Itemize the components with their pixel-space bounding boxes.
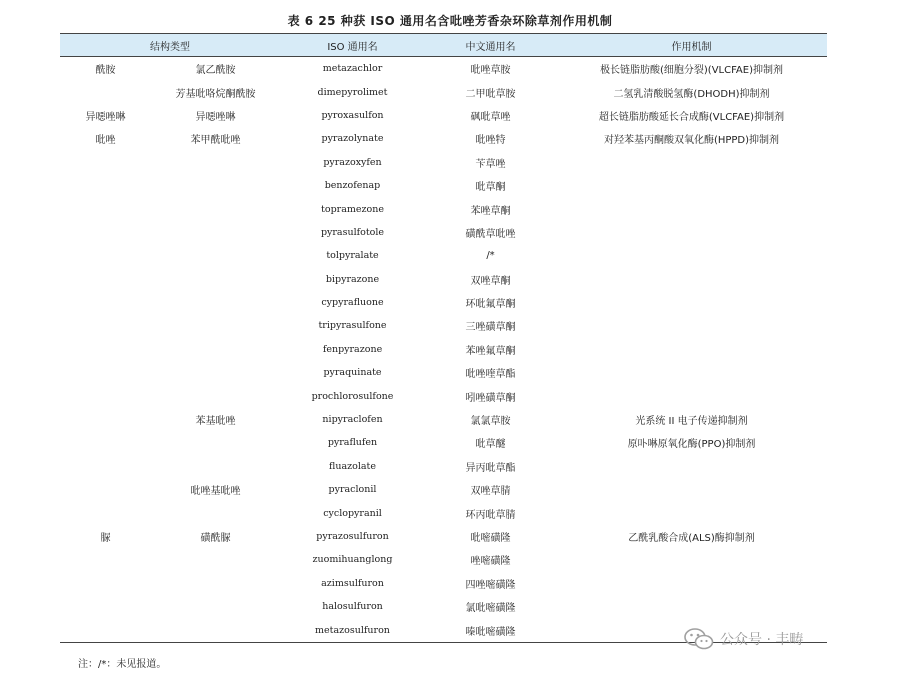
table-row [60,572,827,595]
structure-subclass-cell [151,314,280,337]
table-row [60,104,827,127]
structure-subclass-cell [151,221,280,244]
iso-name-cell: cyclopyranil [323,507,382,519]
table-row [60,268,827,291]
cn-name-cell: 吡唑特 [475,135,506,147]
iso-name-cell: fluazolate [329,460,376,472]
structure-subclass-cell: 磺酰脲 [200,533,231,544]
structure-subclass-cell [151,548,280,571]
structure-class-cell [60,338,151,361]
structure-class-cell [60,501,151,524]
iso-name-cell: cypyrafluone [321,297,384,309]
moa-cell [556,361,827,384]
structure-subclass-cell [151,338,280,361]
iso-name-cell: pyroxasulfon [321,109,384,121]
iso-name-cell: topramezone [321,203,384,215]
iso-name-cell: bipyrazone [325,273,380,285]
structure-class-cell [60,618,151,642]
structure-class-cell [60,431,151,454]
structure-class-cell: 酰胺 [95,65,116,77]
table-row [60,384,827,407]
cn-name-cell: 二甲吡草胺 [465,88,516,100]
moa-cell [556,455,827,478]
moa-cell [556,151,827,174]
iso-name-cell: pyraclonil [328,484,377,496]
cn-name-cell: 磺酰草吡唑 [465,228,516,240]
watermark-text: 公众号 · 丰畴 [720,632,804,648]
structure-subclass-cell [151,595,280,618]
structure-class-cell [60,548,151,571]
cn-name-cell: 双唑草酮 [470,275,511,287]
table-row [60,478,827,501]
iso-name-cell: metazachlor [322,63,383,75]
structure-class-cell [60,244,151,267]
cn-name-cell: 双唑草腈 [470,486,511,498]
header-moa: 作用机制 [556,34,827,57]
herbicide-table [60,33,827,643]
structure-class-cell [60,455,151,478]
structure-class-cell [60,80,151,103]
structure-subclass-cell: 氯乙酰胺 [195,65,236,77]
structure-subclass-cell: 芳基吡咯烷酮酰胺 [175,88,256,100]
table-row [60,174,827,197]
moa-cell [556,595,827,618]
moa-cell: 乙酰乳酸合成(ALS)酶抑制剂 [628,533,755,544]
iso-name-cell: zuomihuanglong [312,554,393,566]
cn-name-cell: 三唑磺草酮 [465,322,516,334]
iso-name-cell: prochlorosulfone [311,390,394,402]
cn-name-cell: /* [486,250,495,262]
moa-cell [556,291,827,314]
moa-cell [556,314,827,337]
table-note: 注：/*：未见报道。 [78,659,167,670]
wechat-icon [684,628,714,650]
moa-cell: 对羟苯基丙酮酸双氧化酶(HPPD)抑制剂 [603,135,780,147]
cn-name-cell: 吡嘧磺隆 [470,533,511,544]
moa-cell [556,572,827,595]
moa-cell: 超长链脂肪酸延长合成酶(VLCFAE)抑制剂 [598,111,785,123]
cn-name-cell: 苄草唑 [475,158,506,170]
structure-subclass-cell: 吡唑基吡唑 [190,486,241,498]
cn-name-cell: 吲唑磺草酮 [465,392,516,404]
structure-subclass-cell [151,244,280,267]
cn-name-cell: 吡唑喹草酯 [465,369,516,381]
table-row [60,221,827,244]
iso-name-cell: pyrazolynate [321,133,384,145]
structure-class-cell [60,572,151,595]
moa-cell: 二氢乳清酸脱氢酶(DHODH)抑制剂 [613,88,770,100]
structure-subclass-cell [151,572,280,595]
moa-cell [556,501,827,524]
structure-subclass-cell [151,268,280,291]
table-row [60,338,827,361]
iso-name-cell: azimsulfuron [321,577,384,589]
structure-subclass-cell [151,291,280,314]
moa-cell [556,221,827,244]
table-row [60,57,827,81]
header-cn: 中文通用名 [425,34,556,57]
table-row [60,501,827,524]
structure-class-cell [60,595,151,618]
table-row [60,197,827,220]
structure-class-cell [60,478,151,501]
moa-cell [556,174,827,197]
iso-name-cell: tripyrasulfone [318,320,387,332]
structure-class-cell [60,408,151,431]
structure-subclass-cell: 苯基吡唑 [195,416,236,428]
structure-subclass-cell [151,618,280,642]
moa-cell: 原卟啉原氧化酶(PPO)抑制剂 [627,439,756,451]
moa-cell: 光系统 II 电子传递抑制剂 [635,416,748,428]
structure-subclass-cell: 异噁唑啉 [195,111,236,123]
moa-cell [556,548,827,571]
iso-name-cell: pyraflufen [327,437,378,449]
moa-cell [556,244,827,267]
iso-name-cell: pyrazoxyfen [323,156,382,168]
structure-class-cell [60,151,151,174]
structure-class-cell [60,291,151,314]
structure-class-cell [60,384,151,407]
cn-name-cell: 异丙吡草酯 [465,462,516,474]
iso-name-cell: pyrasulfotole [320,226,385,238]
header-structure: 结构类型 [60,34,280,57]
table-row [60,455,827,478]
structure-class-cell [60,197,151,220]
table-row [60,548,827,571]
structure-subclass-cell [151,431,280,454]
table-caption: 表 6 25 种获 ISO 通用名含吡唑芳香杂环除草剂作用机制 [287,14,613,28]
iso-name-cell: dimepyrolimet [317,86,388,98]
structure-class-cell [60,174,151,197]
moa-cell [556,384,827,407]
cn-name-cell: 砜吡草唑 [470,111,511,123]
table-row [60,151,827,174]
structure-class-cell [60,268,151,291]
watermark [684,628,803,650]
moa-cell [556,478,827,501]
structure-subclass-cell [151,384,280,407]
header-iso: ISO 通用名 [280,34,425,57]
cn-name-cell: 唑嘧磺隆 [470,556,511,568]
structure-subclass-cell [151,501,280,524]
structure-class-cell: 异噁唑啉 [85,111,126,123]
cn-name-cell: 苯唑氟草酮 [465,345,516,357]
table-row [60,244,827,267]
iso-name-cell: fenpyrazone [322,343,383,355]
cn-name-cell: 氯氯草胺 [470,416,511,428]
iso-name-cell: nipyraclofen [322,414,383,426]
table-body [60,57,827,643]
structure-class-cell: 吡唑 [95,135,116,147]
cn-name-cell: 苯唑草酮 [470,205,511,217]
structure-subclass-cell [151,174,280,197]
structure-subclass-cell [151,361,280,384]
moa-cell [556,197,827,220]
cn-name-cell: 嗪吡嘧磺隆 [425,618,556,642]
iso-name-cell: metazosulfuron [280,618,425,642]
structure-class-cell [60,314,151,337]
cn-name-cell: 吡草酮 [475,182,506,194]
cn-name-cell: 氯吡嘧磺隆 [465,603,516,615]
cn-name-cell: 环吡氟草酮 [465,299,516,311]
structure-class-cell [60,361,151,384]
table-row [60,525,827,548]
structure-subclass-cell [151,197,280,220]
table-row [60,408,827,431]
table-row [60,314,827,337]
cn-name-cell: 吡草醚 [475,439,506,451]
iso-name-cell: pyrazosulfuron [316,531,389,542]
structure-class-cell: 脲 [100,533,111,544]
cn-name-cell: 四唑嘧磺隆 [465,579,516,591]
table-row [60,361,827,384]
cn-name-cell: 环丙吡草腈 [465,509,516,521]
iso-name-cell: benzofenap [324,180,381,192]
moa-cell [556,338,827,361]
table-row [60,80,827,103]
iso-name-cell: pyraquinate [323,367,382,379]
table-row [60,127,827,150]
structure-subclass-cell [151,151,280,174]
moa-cell: 极长链脂肪酸(细胞分裂)(VLCFAE)抑制剂 [600,65,783,77]
iso-name-cell: tolpyralate [326,250,379,262]
structure-subclass-cell: 苯甲酰吡唑 [190,135,241,147]
table-row [60,431,827,454]
structure-subclass-cell [151,455,280,478]
table-header-row [60,34,827,57]
structure-class-cell [60,221,151,244]
table-row [60,291,827,314]
moa-cell [556,268,827,291]
iso-name-cell: halosulfuron [322,601,383,613]
table-row [60,595,827,618]
cn-name-cell: 吡唑草胺 [470,65,511,77]
